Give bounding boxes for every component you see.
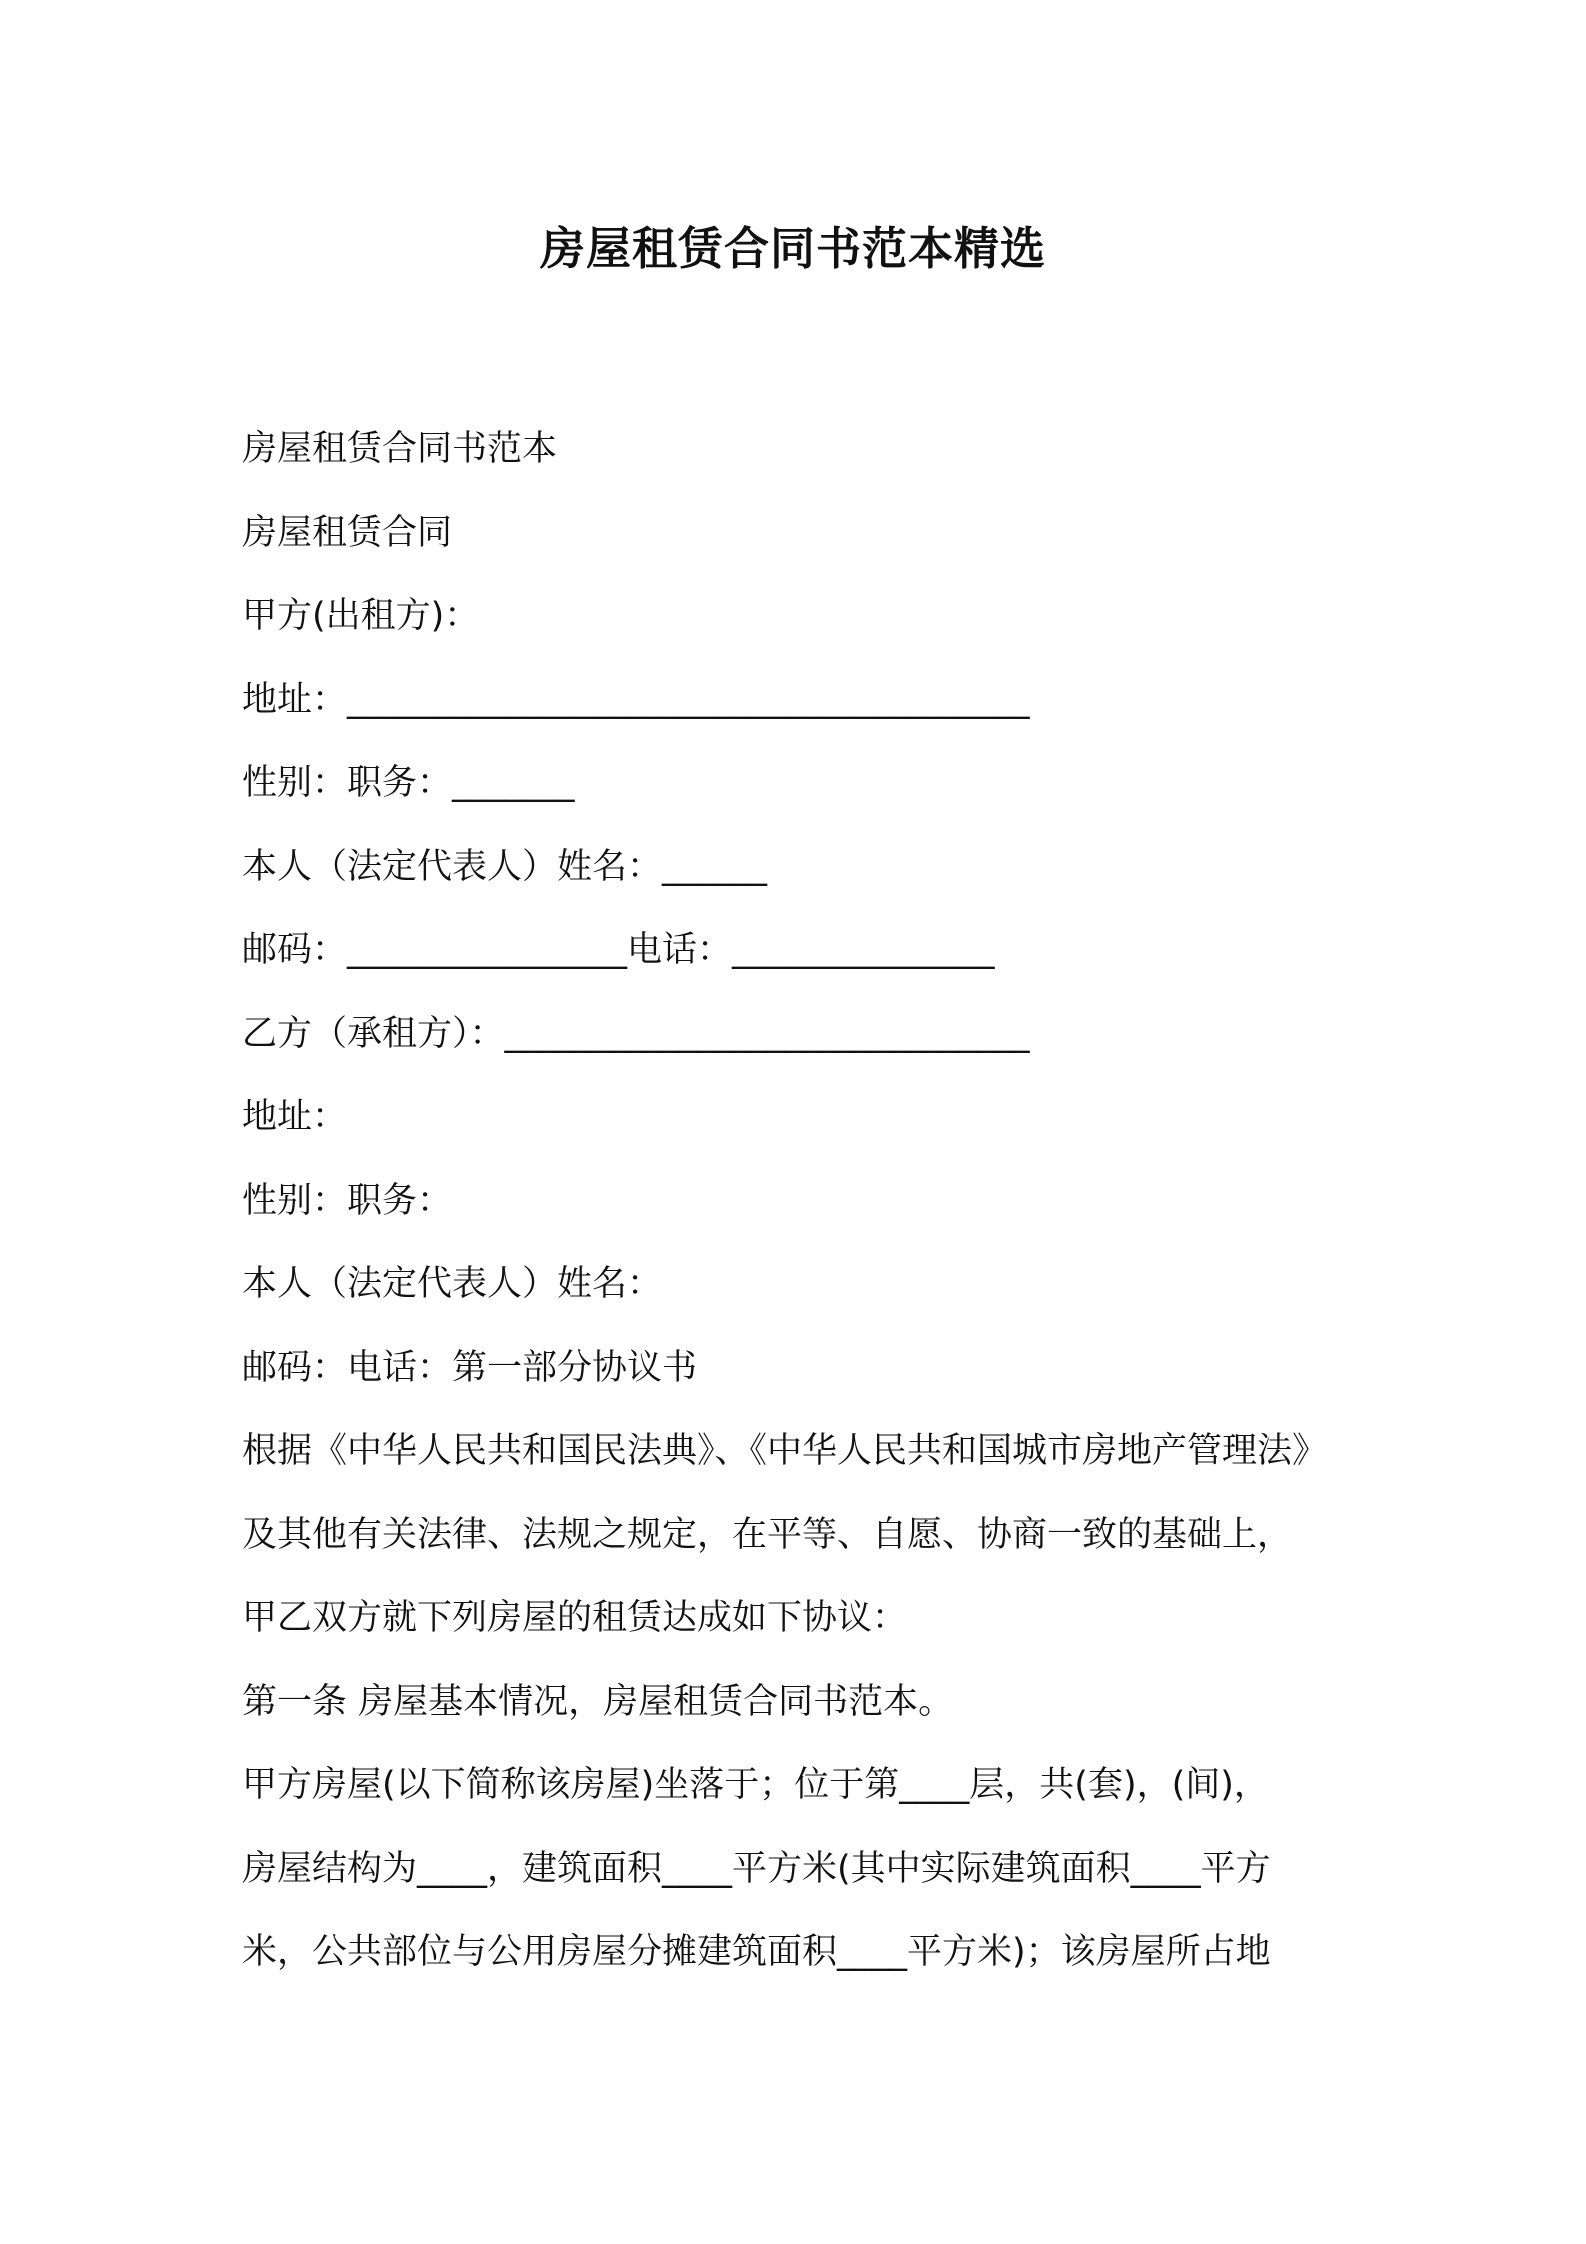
paragraph-line: 甲方(出租方)： [242,596,480,636]
paragraph-line: 本人（法定代表人）姓名：______ [242,846,768,887]
paragraph-line: 邮码：电话：第一部分协议书 [242,1347,698,1388]
document-body [242,408,1362,1995]
paragraph-line: 根据《中华人民共和国民法典》、《中华人民共和国城市房地产管理法》 [242,1431,1328,1471]
paragraph-line: 甲方房屋(以下简称该房屋)坐落于；位于第____层，共(套)，(间)， [242,1765,1269,1805]
paragraph-line: 甲乙双方就下列房屋的租赁达成如下协议： [242,1598,908,1638]
paragraph-line: 邮码：________________电话：_______________ [242,930,995,970]
paragraph-line: 米，公共部位与公用房屋分摊建筑面积____平方米)；该房屋所占地 [242,1932,1271,1972]
paragraph-line: 本人（法定代表人）姓名： [242,1264,663,1304]
paragraph-line: 房屋结构为____，建筑面积____平方米(其中实际建筑面积____平方 [242,1848,1271,1889]
paragraph-line: 乙方（承租方）：______________________________ [242,1013,1030,1054]
paragraph-line: 及其他有关法律、法规之规定，在平等、自愿、协商一致的基础上， [242,1514,1293,1555]
paragraph-line: 房屋租赁合同书范本 [242,429,558,469]
paragraph-line: 第一条 房屋基本情况，房屋租赁合同书范本。 [242,1681,954,1722]
paragraph-line: 性别：职务：_______ [242,763,575,803]
paragraph-line: 性别：职务： [242,1180,453,1221]
paragraph-line: 地址： [242,1097,348,1137]
document-title: 房屋租赁合同书范本精选 [539,222,1046,275]
paragraph-line: 地址：_______________________________________ [242,679,1030,720]
paragraph-line: 房屋租赁合同 [242,512,453,553]
